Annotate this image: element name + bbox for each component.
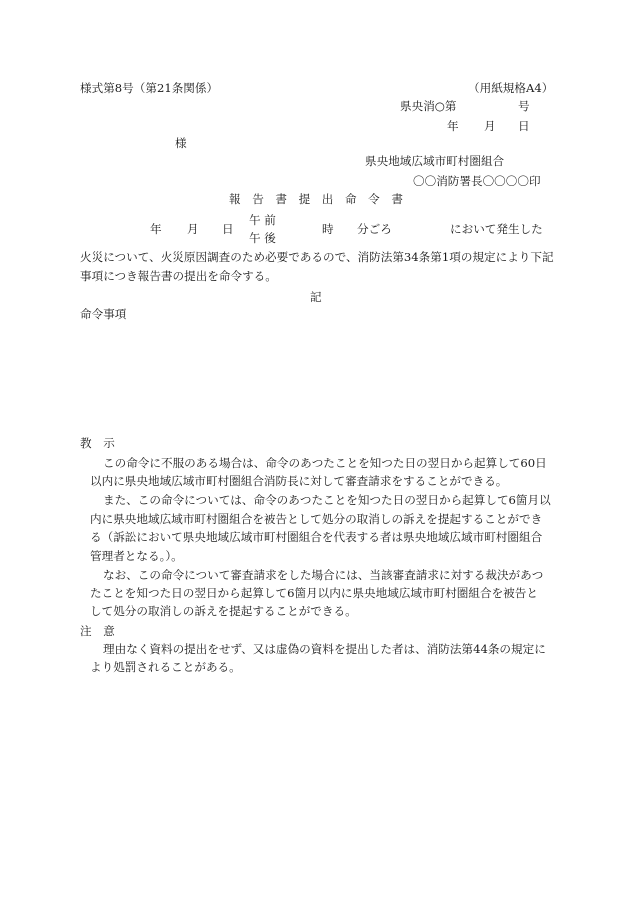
- incident-pm: 午 後: [249, 231, 276, 245]
- paper-size-note: （用紙規格A4）: [468, 81, 554, 95]
- instruction-line: 内に県央地域広域市町村圏組合を被告として処分の取消しの訴えを提起することができ: [90, 512, 543, 526]
- ki-marker: 記: [310, 290, 322, 304]
- instruction-line: して処分の取消しの訴えを提起することができる。: [90, 604, 357, 618]
- order-items-label: 命令事項: [80, 307, 127, 321]
- caution-line: より処罰されることがある。: [90, 660, 241, 674]
- instruction-line: 管理者となる。）。: [90, 549, 183, 563]
- issue-date-day: 日: [518, 119, 530, 133]
- incident-am: 午 前: [249, 213, 276, 227]
- incident-hour: 時: [322, 222, 334, 236]
- instruction-line: る（訴訟において県央地域広域市町村圏組合を代表する者は県央地域広域市町村圏組合: [90, 530, 543, 544]
- reference-number-prefix: 県央消○第: [400, 99, 457, 113]
- issue-date-year: 年: [447, 119, 459, 133]
- form-number: 様式第8号（第21条関係）: [80, 81, 219, 95]
- incident-day: 日: [222, 222, 234, 236]
- incident-location-suffix: において発生した: [450, 222, 543, 236]
- instruction-heading: 教 示: [80, 436, 115, 450]
- instruction-line: この命令に不服のある場合は、命令のあつたことを知つた日の翌日から起算して60日: [103, 456, 547, 470]
- addressee-honorific: 様: [175, 136, 187, 150]
- body-line: 火災について、火災原因調査のため必要であるので、消防法第34条第1項の規定により下記: [80, 250, 554, 264]
- caution-line: 理由なく資料の提出をせず、又は虚偽の資料を提出した者は、消防法第44条の規定に: [103, 642, 546, 656]
- caution-heading: 注 意: [80, 624, 115, 638]
- instruction-line: また、この命令については、命令のあつたことを知つた日の翌日から起算して6箇月以: [103, 493, 551, 507]
- instruction-line: たことを知つた日の翌日から起算して6箇月以内に県央地域広域市町村圏組合を被告と: [90, 586, 538, 600]
- incident-month: 月: [187, 222, 199, 236]
- reference-number-suffix: 号: [518, 99, 530, 113]
- issuer-organization: 県央地域広域市町村圏組合: [365, 154, 505, 168]
- body-line: 事項につき報告書の提出を命令する。: [80, 269, 277, 283]
- instruction-line: 以内に県央地域広域市町村圏組合消防長に対して審査請求をすることができる。: [90, 474, 508, 488]
- instruction-line: なお、この命令について審査請求をした場合には、当該審査請求に対する裁決があつ: [103, 568, 544, 582]
- document-title: 報 告 書 提 出 命 令 書: [229, 192, 403, 206]
- incident-minute: 分ごろ: [357, 222, 392, 236]
- issue-date-month: 月: [484, 119, 496, 133]
- incident-year: 年: [150, 222, 162, 236]
- issuer-officer: 〇〇消防署長〇〇〇〇印: [413, 174, 541, 188]
